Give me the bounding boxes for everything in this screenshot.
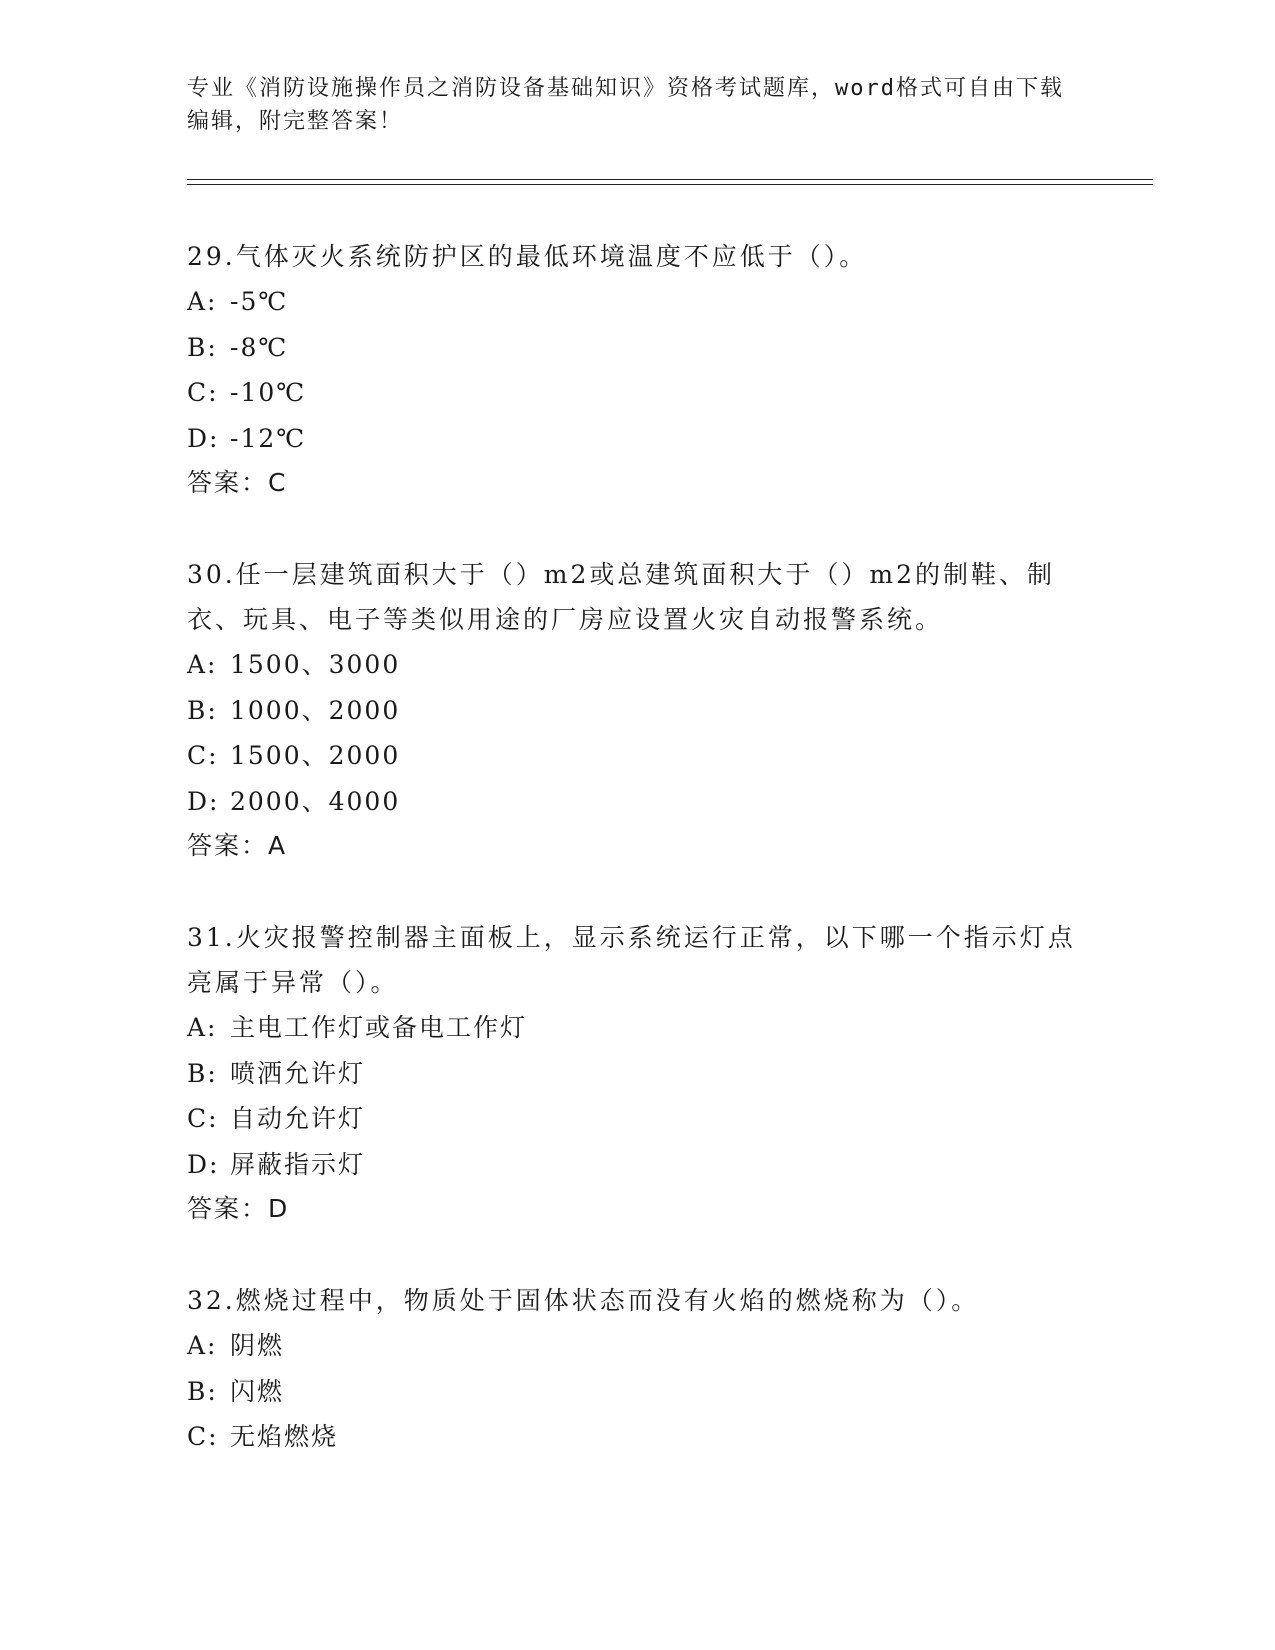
option-text: 闪燃 bbox=[230, 1376, 285, 1406]
question-stem: 29.气体灭火系统防护区的最低环境温度不应低于（）。 bbox=[187, 242, 868, 271]
option-text: -10℃ bbox=[230, 378, 307, 407]
option-d bbox=[187, 416, 1087, 462]
option-a bbox=[187, 1005, 1087, 1051]
option-text: 1000、2000 bbox=[230, 695, 401, 725]
option-text: 自动允许灯 bbox=[230, 1104, 366, 1133]
header-divider-top bbox=[187, 179, 1153, 180]
option-text: 1500、3000 bbox=[230, 650, 401, 679]
option-key: B: bbox=[187, 1376, 218, 1406]
header-divider-bottom bbox=[187, 184, 1153, 185]
question-31 bbox=[187, 915, 1087, 1231]
option-key: A: bbox=[187, 1331, 218, 1360]
question-32 bbox=[187, 1278, 1087, 1460]
option-key: C: bbox=[187, 1422, 219, 1451]
option-text: -5℃ bbox=[230, 287, 289, 316]
option-b bbox=[187, 688, 1087, 734]
option-key: B: bbox=[187, 332, 218, 362]
option-text: 喷洒允许灯 bbox=[230, 1058, 366, 1088]
option-a bbox=[187, 279, 1087, 325]
option-key: A: bbox=[187, 650, 218, 679]
option-d bbox=[187, 779, 1087, 825]
option-text: -12℃ bbox=[230, 423, 307, 453]
question-stem: 30.任一层建筑面积大于（）m2或总建筑面积大于（）m2的制鞋、制衣、玩具、电子等类似用途的厂房应设置火灾自动报警系统。 bbox=[187, 560, 1055, 634]
question-stem: 32.燃烧过程中，物质处于固体状态而没有火焰的燃烧称为（）。 bbox=[187, 1286, 980, 1315]
option-a bbox=[187, 1323, 1087, 1369]
option-b bbox=[187, 1369, 1087, 1415]
question-stem: 31.火灾报警控制器主面板上，显示系统运行正常，以下哪一个指示灯点亮属于异常（）。 bbox=[187, 923, 1076, 997]
option-key: A: bbox=[187, 1013, 218, 1042]
option-b bbox=[187, 325, 1087, 371]
option-b bbox=[187, 1051, 1087, 1097]
option-key: A: bbox=[187, 287, 218, 316]
option-text: 阴燃 bbox=[230, 1331, 285, 1360]
option-key: B: bbox=[187, 1058, 218, 1088]
option-a bbox=[187, 642, 1087, 688]
question-answer: 答案：D bbox=[187, 1194, 290, 1223]
question-29 bbox=[187, 234, 1087, 505]
option-text: -8℃ bbox=[230, 332, 289, 362]
option-text: 1500、2000 bbox=[230, 741, 401, 770]
option-c bbox=[187, 1096, 1087, 1142]
option-c bbox=[187, 1414, 1087, 1460]
document-header-note: 专业《消防设施操作员之消防设备基础知识》资格考试题库，word格式可自由下载编辑，附完整答案！ bbox=[187, 76, 1064, 134]
option-c bbox=[187, 733, 1087, 779]
option-text: 无焰燃烧 bbox=[230, 1422, 339, 1451]
option-key: C: bbox=[187, 1104, 219, 1133]
question-answer: 答案：A bbox=[187, 831, 288, 860]
option-text: 主电工作灯或备电工作灯 bbox=[230, 1013, 528, 1042]
question-answer: 答案：C bbox=[187, 468, 288, 497]
option-key: C: bbox=[187, 741, 219, 770]
question-30 bbox=[187, 552, 1087, 868]
option-key: D: bbox=[187, 423, 220, 453]
option-key: C: bbox=[187, 378, 219, 407]
option-key: B: bbox=[187, 695, 218, 725]
option-text: 2000、4000 bbox=[230, 786, 401, 816]
option-key: D: bbox=[187, 1149, 220, 1179]
option-c bbox=[187, 370, 1087, 416]
option-d bbox=[187, 1142, 1087, 1188]
option-text: 屏蔽指示灯 bbox=[230, 1149, 366, 1179]
option-key: D: bbox=[187, 786, 220, 816]
